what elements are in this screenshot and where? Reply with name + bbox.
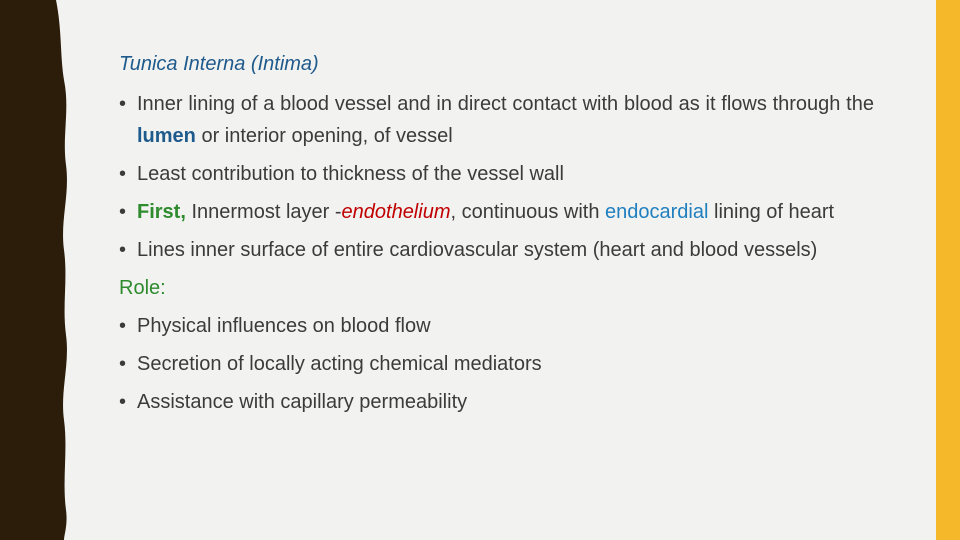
wavy-left-border [0, 0, 80, 540]
role-item [119, 348, 874, 380]
role-text: Secretion of locally acting chemical mediators [137, 353, 542, 375]
bullet-text: Inner lining of a blood vessel and in direct contact with blood as it flows through the [137, 93, 874, 115]
lumen-term: lumen [137, 125, 196, 147]
endothelium-term: endothelium [341, 201, 451, 223]
bullet-dot: • [119, 93, 127, 115]
bullet-text: , continuous with [450, 201, 606, 223]
first-term: First, [137, 201, 186, 223]
right-accent-band [936, 0, 960, 540]
bullet-item [119, 158, 874, 190]
bullet-text: Least contribution to thickness of the vessel wall [137, 163, 564, 185]
role-text: Physical influences on blood flow [137, 315, 431, 337]
endocardial-term: endocardial [605, 201, 709, 223]
role-item [119, 310, 874, 342]
slide-content [119, 48, 874, 424]
bullet-dot: • [119, 391, 127, 413]
bullet-dot: • [119, 201, 127, 223]
slide-title: Tunica Interna (Intima) [119, 53, 319, 75]
bullet-dot: • [119, 315, 127, 337]
role-heading: Role: [119, 277, 166, 299]
bullet-dot: • [119, 239, 127, 261]
role-item [119, 386, 874, 418]
bullet-text: Innermost layer - [185, 201, 342, 223]
bullet-dot: • [119, 163, 127, 185]
bullet-item [119, 196, 874, 228]
role-text: Assistance with capillary permeability [137, 391, 468, 413]
bullet-text: lining of heart [708, 201, 835, 223]
bullet-item [119, 234, 874, 266]
bullet-dot: • [119, 353, 127, 375]
bullet-item [119, 88, 874, 152]
bullet-text: Lines inner surface of entire cardiovascular system (heart and blood vessels) [137, 239, 818, 261]
bullet-text: or interior opening, of vessel [195, 125, 453, 147]
